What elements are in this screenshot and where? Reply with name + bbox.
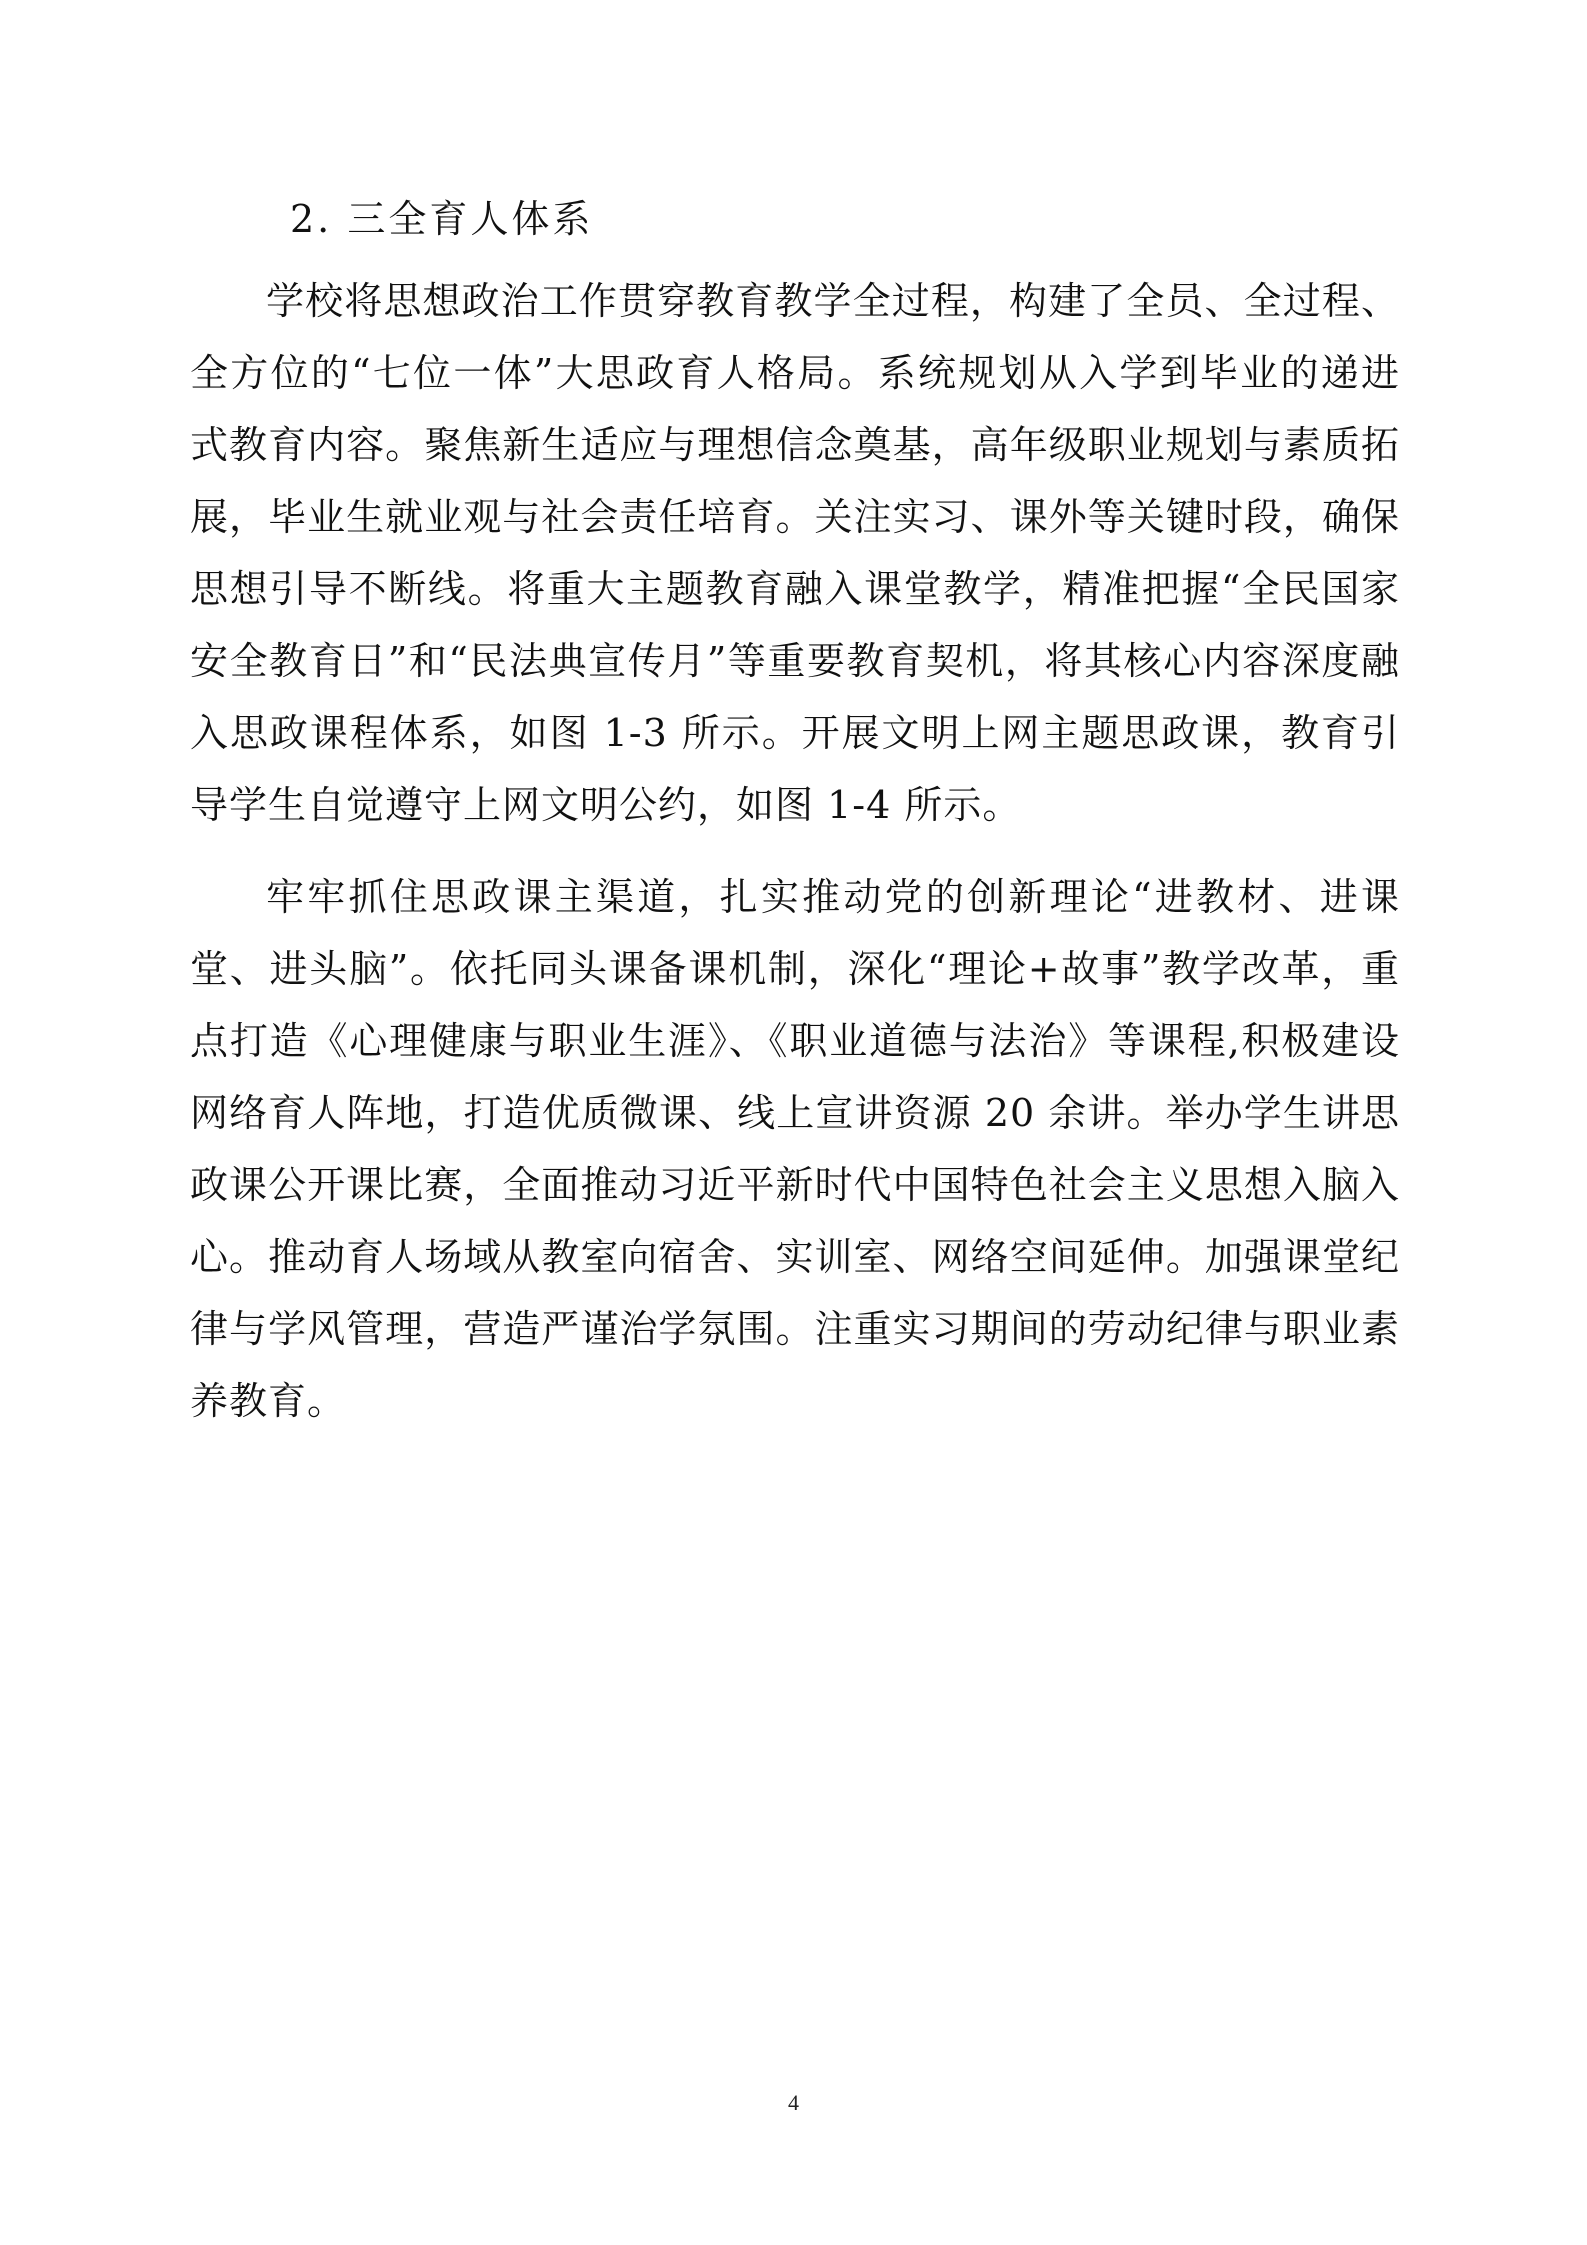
section-heading: 2. 三全育人体系 [290,197,594,241]
page-number: 4 [788,2090,799,2115]
paragraph: 牢牢抓住思政课主渠道，扎实推动党的创新理论“进教材、进课堂、进头脑”。依托同头课备课机制，深化“理论+故事”教学改革，重点打造《心理健康与职业生涯》、《职业道德与法治》等课程,积极建设网络育人阵地，打造优质微课、线上宣讲资源 20 余讲。举办学生讲思政课公开课比赛，全面推动习近平新时代中国特色社会主义思想入脑入心。推动育人场域从教室向宿舍、实训室、网络空间延伸。加强课堂纪律与学风管理，营造严谨治学氛围。注重实习期间的劳动纪律与职业素养教育。 [190,875,1400,1423]
paragraph: 学校将思想政治工作贯穿教育教学全过程，构建了全员、全过程、全方位的“七位一体”大思政育人格局。系统规划从入学到毕业的递进式教育内容。聚焦新生适应与理想信念奠基，高年级职业规划与素质拓展，毕业生就业观与社会责任培育。关注实习、课外等关键时段，确保思想引导不断线。将重大主题教育融入课堂教学，精准把握“全民国家安全教育日”和“民法典宣传月”等重要教育契机，将其核心内容深度融入思政课程体系，如图 1-3 所示。开展文明上网主题思政课，教育引导学生自觉遵守上网文明公约，如图 1-4 所示。 [190,279,1400,827]
page-content [190,183,1400,1457]
